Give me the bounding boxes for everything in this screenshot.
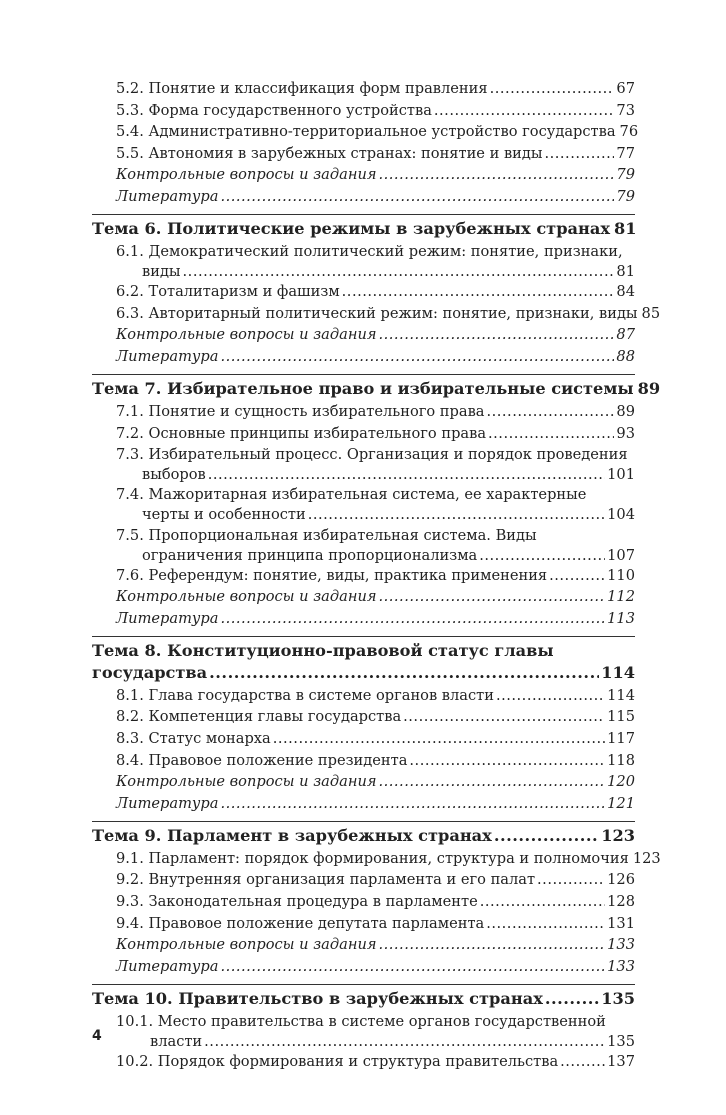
toc-topic-8	[92, 636, 635, 814]
toc-entry-title: 9.1. Парламент: порядок формирования, структура и полномочия	[116, 849, 629, 867]
toc-leader-dots	[549, 566, 605, 586]
toc-topic-heading[interactable]	[92, 825, 635, 847]
toc-entry-page: 126	[607, 871, 635, 889]
toc-entry-page: 121	[607, 794, 635, 812]
toc-topic-7	[92, 374, 661, 629]
toc-entry-page: 85	[641, 304, 661, 322]
toc-topic-page: 89	[637, 378, 661, 398]
toc-leader-dots	[273, 729, 605, 749]
toc-entry-page: 118	[607, 751, 635, 769]
toc-leader-dots	[342, 282, 615, 302]
toc-entry-7-4[interactable]	[92, 485, 635, 525]
toc-entry-literature-5[interactable]	[92, 187, 635, 207]
toc-leader-dots	[308, 505, 605, 525]
toc-entry-title: Контрольные вопросы и задания	[116, 166, 377, 184]
toc-entry-title: 7.4. Мажоритарная избирательная система, ее характерные	[116, 486, 587, 504]
toc-entry-10-2[interactable]	[92, 1052, 635, 1072]
toc-topic-10	[92, 984, 635, 1072]
toc-entry-title: 8.3. Статус монарха	[116, 730, 271, 748]
toc-leader-dots	[204, 1032, 605, 1052]
toc-leader-dots	[379, 772, 606, 792]
toc-entry-title: 7.5. Пропорциональная избирательная система. Виды	[116, 526, 537, 544]
toc-topic-heading[interactable]	[92, 640, 635, 684]
toc-leader-dots	[220, 347, 614, 367]
toc-leader-dots	[379, 165, 615, 185]
toc-entry-page: 101	[607, 466, 635, 484]
toc-leader-dots	[220, 957, 605, 977]
toc-entry-5-5[interactable]	[92, 144, 635, 164]
toc-leader-dots	[209, 662, 599, 684]
toc-entry-title: 5.2. Понятие и классификация форм правления	[116, 80, 488, 97]
toc-entry-questions-6[interactable]	[92, 325, 635, 345]
toc-leader-dots	[208, 465, 605, 485]
toc-entry-title: Контрольные вопросы и задания	[116, 326, 377, 344]
toc-entry-page: 113	[607, 609, 635, 627]
toc-entry-title: 8.2. Компетенция главы государства	[116, 708, 402, 726]
toc-entry-page: 84	[616, 283, 635, 301]
toc-entry-page: 87	[616, 326, 635, 344]
toc-topic-title: Тема 6. Политические режимы в зарубежных странах	[92, 218, 610, 238]
toc-entry-9-4[interactable]	[92, 914, 635, 934]
toc-leader-dots	[220, 794, 605, 814]
toc-entry-title: 8.1. Глава государства в системе органов власти	[116, 686, 494, 704]
toc-entry-title: Литература	[116, 609, 219, 627]
toc-entry-page: 77	[616, 144, 635, 162]
toc-entry-7-2[interactable]	[92, 424, 635, 444]
toc-entry-page: 107	[607, 546, 635, 564]
toc-entry-literature-7[interactable]	[92, 609, 635, 629]
toc-leader-dots	[486, 914, 605, 934]
toc-entry-literature-9[interactable]	[92, 957, 635, 977]
toc-entry-title: 6.3. Авторитарный политический режим: понятие, признаки, виды	[116, 304, 638, 322]
toc-entry-6-3[interactable]	[92, 304, 661, 324]
toc-entry-title: 8.4. Правовое положение президента	[116, 751, 408, 769]
toc-entry-title: Литература	[116, 187, 219, 205]
toc-entry-8-2[interactable]	[92, 707, 635, 727]
toc-entry-page: 67	[616, 80, 635, 97]
toc-entry-title: 7.1. Понятие и сущность избирательного права	[116, 402, 485, 420]
toc-topic-6	[92, 214, 661, 367]
toc-entry-page: 135	[607, 1032, 635, 1050]
toc-leader-dots	[537, 870, 605, 890]
toc-leader-dots	[434, 101, 615, 121]
toc-leader-dots	[490, 79, 615, 99]
toc-leader-dots	[560, 1052, 605, 1072]
toc-entry-9-2[interactable]	[92, 870, 635, 890]
toc-leader-dots	[409, 751, 605, 771]
toc-leader-dots	[487, 402, 615, 422]
toc-entry-title: 5.3. Форма государственного устройства	[116, 101, 432, 119]
toc-entry-literature-6[interactable]	[92, 347, 635, 367]
toc-entry-page: 73	[616, 101, 635, 119]
toc-topic-page: 135	[601, 988, 635, 1008]
toc-entry-6-1[interactable]	[92, 242, 635, 282]
toc-entry-title-cont: черты и особенности	[142, 506, 306, 524]
toc-topic-title-cont: государства	[92, 662, 208, 682]
toc-topic-heading[interactable]	[92, 378, 661, 400]
toc-entry-title: 7.3. Избирательный процесс. Организация и порядок проведения	[116, 446, 628, 464]
toc-entry-page: 79	[616, 187, 635, 205]
toc-entry-title: Контрольные вопросы и задания	[116, 773, 377, 791]
toc-entry-9-1[interactable]	[92, 849, 661, 869]
toc-entry-questions-7[interactable]	[92, 587, 635, 607]
toc-entry-page: 120	[607, 773, 635, 791]
toc-entry-questions-5[interactable]	[92, 165, 635, 185]
toc-leader-dots	[545, 144, 615, 164]
toc-entry-page: 114	[607, 686, 635, 704]
toc-topic-title: Тема 10. Правительство в зарубежных странах	[92, 988, 543, 1008]
toc-leader-dots	[488, 424, 614, 444]
toc-entry-questions-9[interactable]	[92, 935, 635, 955]
toc-entry-title: 9.3. Законодательная процедура в парламенте	[116, 893, 478, 911]
toc-leader-dots	[183, 262, 615, 282]
toc-entry-title-cont: ограничения принципа пропорционализма	[142, 546, 478, 564]
toc-entry-title: 7.2. Основные принципы избирательного права	[116, 424, 487, 442]
toc-entry-title-cont: виды	[142, 262, 181, 280]
toc-topic-heading[interactable]	[92, 218, 635, 240]
toc-entry-title: 9.4. Правовое положение депутата парламента	[116, 914, 485, 932]
toc-topic-title: Тема 9. Парламент в зарубежных странах	[92, 825, 492, 845]
toc-entry-title: 5.5. Автономия в зарубежных странах: понятие и виды	[116, 144, 543, 162]
toc-topic-heading[interactable]	[92, 988, 635, 1010]
toc-entry-page: 137	[607, 1053, 635, 1070]
toc-entry-8-3[interactable]	[92, 729, 635, 749]
toc-entry-8-4[interactable]	[92, 751, 635, 771]
toc-entry-page: 89	[616, 402, 635, 420]
page-number: 4	[92, 1028, 102, 1044]
toc-entry-title: Литература	[116, 957, 219, 975]
toc-entry-7-1[interactable]	[92, 402, 635, 422]
toc-leader-dots	[379, 587, 606, 607]
toc-entry-page: 79	[616, 166, 635, 184]
toc-topic-title: Тема 7. Избирательное право и избирательные системы	[92, 378, 634, 398]
toc-entry-title: 10.2. Порядок формирования и структура правительства	[116, 1053, 559, 1070]
toc-entry-page: 112	[607, 588, 635, 606]
toc-leader-dots	[220, 609, 605, 629]
toc-entry-7-5[interactable]	[92, 526, 635, 566]
toc-leader-dots	[220, 187, 614, 207]
toc-entry-title: 5.4. Административно-территориальное устройство государства	[116, 123, 616, 141]
toc-entry-title: Литература	[116, 794, 219, 812]
toc-entry-title: Контрольные вопросы и задания	[116, 588, 377, 606]
toc-entry-7-6[interactable]	[92, 566, 635, 586]
toc-entry-5-2[interactable]	[92, 79, 635, 99]
toc-entry-page: 76	[619, 123, 639, 141]
toc-entry-page: 123	[632, 849, 661, 867]
toc-entry-title: Контрольные вопросы и задания	[116, 936, 377, 954]
toc-topic-title: Тема 8. Конституционно-правовой статус главы	[92, 640, 554, 660]
toc-entry-page: 131	[607, 914, 635, 932]
toc-entry-title-cont: выборов	[142, 466, 206, 484]
toc-leader-dots	[379, 325, 615, 345]
toc-entry-title: 7.6. Референдум: понятие, виды, практика применения	[116, 566, 548, 584]
toc-entry-5-3[interactable]	[92, 101, 635, 121]
toc-leader-dots	[479, 546, 605, 566]
toc-leader-dots	[545, 988, 599, 1010]
toc-entry-8-1[interactable]	[92, 686, 635, 706]
toc-topic-9	[92, 821, 661, 977]
toc-leader-dots	[379, 935, 606, 955]
toc-leader-dots	[496, 686, 605, 706]
toc-leader-dots	[480, 892, 605, 912]
toc-entry-questions-8[interactable]	[92, 772, 635, 792]
toc-entry-page: 133	[607, 957, 635, 975]
toc-entry-page: 88	[616, 347, 635, 365]
toc-entry-page: 104	[607, 506, 635, 524]
toc-entry-7-3[interactable]	[92, 445, 635, 485]
toc-entry-title: Литература	[116, 347, 219, 365]
toc-entry-page: 110	[607, 566, 635, 584]
toc-entry-page: 81	[616, 262, 635, 280]
table-of-contents	[92, 79, 661, 1074]
toc-entry-5-4[interactable]	[92, 122, 639, 142]
toc-topic-page: 81	[614, 218, 637, 238]
toc-leader-dots	[403, 707, 605, 727]
toc-entry-title: 6.1. Демократический политический режим: понятие, признаки,	[116, 242, 623, 260]
toc-entry-10-1[interactable]	[92, 1012, 635, 1052]
toc-topic-page: 114	[601, 662, 635, 682]
toc-leader-dots	[494, 825, 599, 847]
toc-entry-page: 117	[607, 730, 635, 748]
toc-entry-9-3[interactable]	[92, 892, 635, 912]
toc-entry-title: 9.2. Внутренняя организация парламента и его палат	[116, 871, 536, 889]
toc-entry-page: 133	[607, 936, 635, 954]
toc-topic-page: 123	[601, 825, 635, 845]
toc-entry-title: 6.2. Тоталитаризм и фашизм	[116, 283, 340, 301]
toc-entry-title: 10.1. Место правительства в системе органов государственной	[116, 1012, 606, 1030]
toc-entry-title-cont: власти	[150, 1032, 203, 1050]
toc-entry-page: 128	[607, 893, 635, 911]
toc-entry-page: 93	[616, 424, 635, 442]
toc-entry-literature-8[interactable]	[92, 794, 635, 814]
toc-entry-6-2[interactable]	[92, 282, 635, 302]
toc-entry-page: 115	[607, 708, 635, 726]
